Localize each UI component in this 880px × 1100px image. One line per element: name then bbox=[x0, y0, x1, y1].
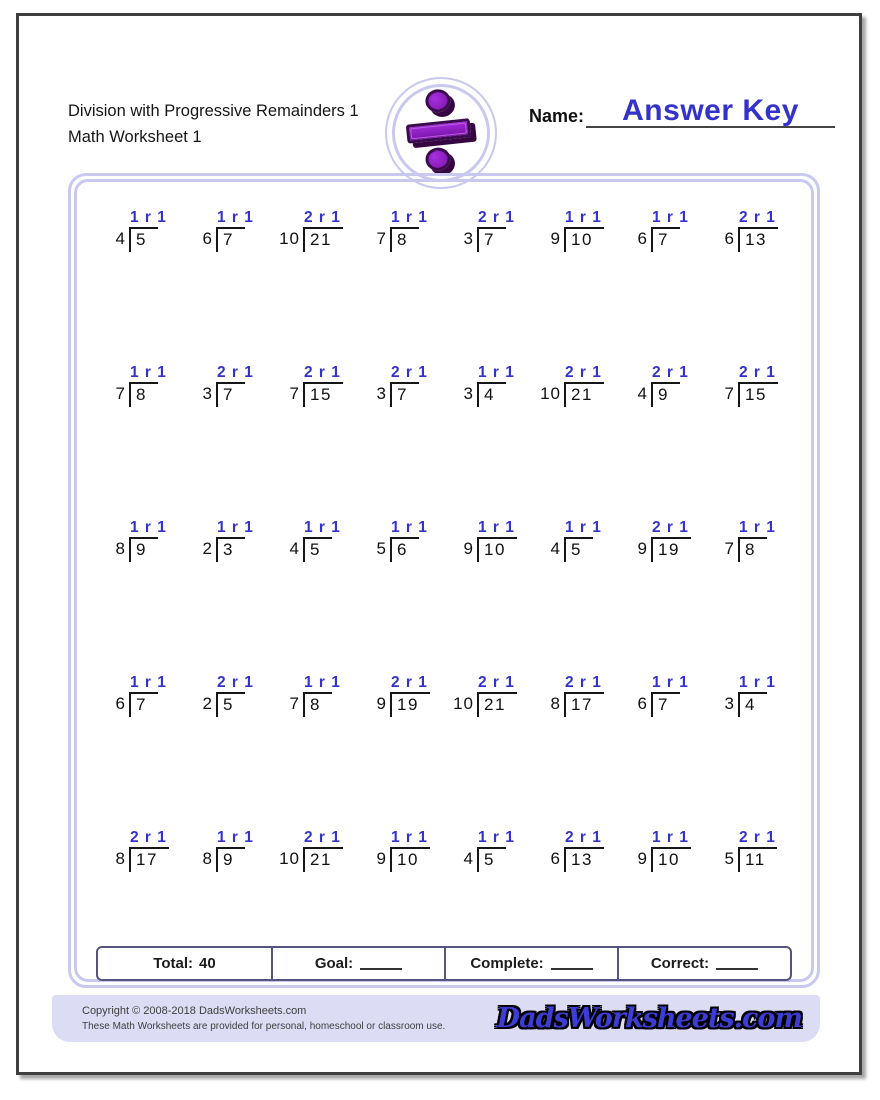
problem-dividend: 10 bbox=[477, 537, 517, 562]
answer-cell bbox=[564, 360, 604, 382]
problem-dividend: 5 bbox=[129, 227, 158, 252]
problem-answer: 2 r 1 bbox=[565, 829, 601, 846]
division-problem bbox=[712, 515, 775, 657]
problem-row bbox=[77, 812, 811, 967]
problem-answer: 2 r 1 bbox=[478, 674, 514, 691]
copyright-block bbox=[82, 1004, 445, 1034]
answer-cell bbox=[303, 360, 343, 382]
problem-divisor: 7 bbox=[289, 384, 300, 403]
problem-dividend: 21 bbox=[564, 382, 604, 407]
problem-answer: 1 r 1 bbox=[130, 364, 166, 381]
problem-answer: 1 r 1 bbox=[652, 209, 688, 226]
problem-dividend: 15 bbox=[738, 382, 778, 407]
problem-dividend: 7 bbox=[390, 382, 419, 407]
division-problem bbox=[625, 205, 688, 347]
problem-dividend: 3 bbox=[216, 537, 245, 562]
answer-cell bbox=[216, 825, 253, 847]
problem-divisor: 6 bbox=[637, 229, 648, 248]
problem-divisor: 3 bbox=[463, 229, 474, 248]
worksheet-page bbox=[16, 13, 862, 1075]
problem-dividend: 7 bbox=[651, 227, 680, 252]
problem-divisor: 7 bbox=[724, 539, 735, 558]
problem-answer: 2 r 1 bbox=[565, 674, 601, 691]
problem-answer: 1 r 1 bbox=[391, 519, 427, 536]
problem-answer: 2 r 1 bbox=[739, 364, 775, 381]
problem-answer: 1 r 1 bbox=[130, 209, 166, 226]
problem-dividend: 6 bbox=[390, 537, 419, 562]
problem-answer: 1 r 1 bbox=[217, 519, 253, 536]
problem-divisor: 6 bbox=[550, 849, 561, 868]
answer-cell bbox=[216, 360, 253, 382]
problem-dividend: 19 bbox=[390, 692, 430, 717]
division-dot-bottom bbox=[424, 146, 451, 171]
division-problem bbox=[712, 205, 778, 347]
division-problem bbox=[364, 515, 427, 657]
answer-cell bbox=[390, 515, 427, 537]
problem-answer: 2 r 1 bbox=[391, 674, 427, 691]
problem-divisor: 4 bbox=[289, 539, 300, 558]
problem-dividend: 7 bbox=[651, 692, 680, 717]
problem-answer: 1 r 1 bbox=[739, 519, 775, 536]
problem-divisor: 9 bbox=[550, 229, 561, 248]
problem-divisor: 4 bbox=[550, 539, 561, 558]
problem-dividend: 7 bbox=[129, 692, 158, 717]
problem-dividend: 5 bbox=[477, 847, 506, 872]
problem-answer: 1 r 1 bbox=[130, 674, 166, 691]
answer-cell bbox=[129, 670, 166, 692]
answer-cell bbox=[390, 670, 430, 692]
worksheet-subtitle: Math Worksheet 1 bbox=[68, 128, 202, 146]
problem-dividend: 13 bbox=[738, 227, 778, 252]
problem-dividend: 5 bbox=[216, 692, 245, 717]
stat-cell bbox=[617, 948, 790, 979]
problem-answer: 2 r 1 bbox=[652, 519, 688, 536]
problem-answer: 2 r 1 bbox=[304, 209, 340, 226]
answer-cell bbox=[477, 670, 517, 692]
problem-answer: 1 r 1 bbox=[478, 519, 514, 536]
division-dot-top bbox=[424, 88, 451, 113]
stat-cell bbox=[444, 948, 617, 979]
answer-cell bbox=[477, 360, 514, 382]
answer-cell bbox=[129, 205, 166, 227]
problem-dividend: 21 bbox=[303, 847, 343, 872]
problem-divisor: 9 bbox=[376, 694, 387, 713]
problem-dividend: 9 bbox=[651, 382, 680, 407]
stat-cell bbox=[98, 948, 271, 979]
problem-answer: 2 r 1 bbox=[739, 829, 775, 846]
problem-dividend: 15 bbox=[303, 382, 343, 407]
problems-frame-inner bbox=[74, 179, 814, 982]
division-problem bbox=[538, 670, 604, 812]
problem-answer: 2 r 1 bbox=[565, 364, 601, 381]
problem-divisor: 9 bbox=[637, 849, 648, 868]
problem-dividend: 7 bbox=[477, 227, 506, 252]
problem-answer: 2 r 1 bbox=[652, 364, 688, 381]
division-problem bbox=[712, 360, 778, 502]
problem-answer: 1 r 1 bbox=[478, 364, 514, 381]
answer-cell bbox=[651, 515, 691, 537]
problem-divisor: 7 bbox=[724, 384, 735, 403]
problem-divisor: 6 bbox=[115, 694, 126, 713]
division-problem bbox=[103, 205, 166, 347]
answer-cell bbox=[564, 205, 604, 227]
answer-cell bbox=[651, 670, 688, 692]
answer-cell bbox=[564, 825, 604, 847]
problem-divisor: 7 bbox=[115, 384, 126, 403]
division-problem bbox=[103, 360, 166, 502]
answer-cell bbox=[303, 205, 343, 227]
answer-cell bbox=[477, 515, 517, 537]
problem-dividend: 4 bbox=[738, 692, 767, 717]
problem-answer: 2 r 1 bbox=[130, 829, 166, 846]
problem-dividend: 4 bbox=[477, 382, 506, 407]
answer-cell bbox=[303, 825, 343, 847]
problem-dividend: 11 bbox=[738, 847, 777, 872]
problem-divisor: 7 bbox=[289, 694, 300, 713]
division-problem bbox=[625, 515, 691, 657]
division-problem bbox=[277, 360, 343, 502]
problem-divisor: 3 bbox=[376, 384, 387, 403]
division-problem bbox=[451, 515, 517, 657]
division-problem bbox=[451, 205, 514, 347]
problem-divisor: 5 bbox=[376, 539, 387, 558]
stat-label: Complete: bbox=[470, 955, 544, 972]
problem-dividend: 8 bbox=[303, 692, 332, 717]
problem-answer: 2 r 1 bbox=[739, 209, 775, 226]
stat-label: Correct: bbox=[650, 955, 710, 972]
problem-dividend: 7 bbox=[216, 382, 245, 407]
name-field[interactable] bbox=[586, 94, 835, 128]
division-problem bbox=[364, 360, 427, 502]
problem-divisor: 6 bbox=[724, 229, 735, 248]
problem-divisor: 10 bbox=[540, 384, 561, 403]
problem-divisor: 2 bbox=[202, 694, 213, 713]
answer-cell bbox=[303, 670, 340, 692]
problem-divisor: 10 bbox=[279, 849, 300, 868]
problem-divisor: 6 bbox=[202, 229, 213, 248]
problem-divisor: 4 bbox=[637, 384, 648, 403]
problems-grid bbox=[77, 182, 811, 967]
answer-cell bbox=[738, 205, 778, 227]
stat-blank-line[interactable] bbox=[360, 957, 402, 970]
division-bar bbox=[406, 118, 472, 144]
problem-divisor: 4 bbox=[115, 229, 126, 248]
problem-answer: 2 r 1 bbox=[478, 209, 514, 226]
dadsworksheets-logo: DadsWorksheets.com bbox=[496, 1003, 802, 1034]
problem-answer: 1 r 1 bbox=[652, 829, 688, 846]
problem-dividend: 17 bbox=[564, 692, 604, 717]
problem-dividend: 8 bbox=[738, 537, 767, 562]
problem-dividend: 17 bbox=[129, 847, 169, 872]
problem-dividend: 19 bbox=[651, 537, 691, 562]
division-problem bbox=[190, 205, 253, 347]
problem-dividend: 13 bbox=[564, 847, 604, 872]
problem-answer: 1 r 1 bbox=[391, 829, 427, 846]
problem-divisor: 2 bbox=[202, 539, 213, 558]
division-problem bbox=[190, 515, 253, 657]
problem-answer: 1 r 1 bbox=[652, 674, 688, 691]
division-problem bbox=[712, 670, 775, 812]
copyright-line2: These Math Worksheets are provided for personal, homeschool or classroom use. bbox=[82, 1020, 446, 1032]
problem-divisor: 6 bbox=[637, 694, 648, 713]
division-problem bbox=[103, 515, 166, 657]
problem-row bbox=[77, 192, 811, 347]
division-problem bbox=[538, 360, 604, 502]
stat-label: Total: bbox=[153, 955, 194, 972]
problem-answer: 1 r 1 bbox=[565, 209, 601, 226]
problem-answer: 1 r 1 bbox=[304, 519, 340, 536]
problem-answer: 1 r 1 bbox=[565, 519, 601, 536]
problem-answer: 2 r 1 bbox=[304, 364, 340, 381]
problem-divisor: 8 bbox=[115, 849, 126, 868]
stat-blank-line[interactable] bbox=[551, 957, 593, 970]
division-problem bbox=[625, 670, 688, 812]
problem-divisor: 3 bbox=[202, 384, 213, 403]
answer-cell bbox=[477, 825, 514, 847]
division-problem bbox=[451, 670, 517, 812]
answer-cell bbox=[738, 360, 778, 382]
stat-value: 40 bbox=[199, 955, 216, 972]
problem-dividend: 7 bbox=[216, 227, 245, 252]
answer-cell bbox=[390, 205, 427, 227]
answer-cell bbox=[303, 515, 340, 537]
division-problem bbox=[277, 670, 340, 812]
answer-key-text: Answer Key bbox=[622, 94, 799, 127]
stat-cell bbox=[271, 948, 444, 979]
problem-dividend: 10 bbox=[564, 227, 604, 252]
division-problem bbox=[538, 205, 604, 347]
footer-strip bbox=[52, 995, 820, 1042]
answer-cell bbox=[651, 205, 688, 227]
copyright-line1: Copyright © 2008-2018 DadsWorksheets.com bbox=[82, 1004, 307, 1017]
problem-answer: 1 r 1 bbox=[739, 674, 775, 691]
problem-answer: 1 r 1 bbox=[304, 674, 340, 691]
problem-answer: 2 r 1 bbox=[304, 829, 340, 846]
name-row bbox=[529, 94, 835, 128]
answer-cell bbox=[216, 205, 253, 227]
division-problem bbox=[364, 670, 430, 812]
division-problem bbox=[277, 515, 340, 657]
answer-cell bbox=[477, 205, 514, 227]
problem-row bbox=[77, 502, 811, 657]
division-problem bbox=[451, 360, 514, 502]
answer-cell bbox=[390, 360, 427, 382]
stats-bar bbox=[96, 946, 792, 981]
problem-dividend: 5 bbox=[303, 537, 332, 562]
problem-dividend: 21 bbox=[477, 692, 517, 717]
problem-divisor: 8 bbox=[202, 849, 213, 868]
problem-dividend: 5 bbox=[564, 537, 593, 562]
problem-dividend: 9 bbox=[129, 537, 158, 562]
problem-answer: 1 r 1 bbox=[217, 829, 253, 846]
division-glyph bbox=[400, 86, 478, 177]
worksheet-title-block bbox=[68, 98, 359, 150]
answer-cell bbox=[651, 825, 691, 847]
stat-blank-line[interactable] bbox=[716, 957, 758, 970]
problem-divisor: 3 bbox=[463, 384, 474, 403]
problem-answer: 1 r 1 bbox=[391, 209, 427, 226]
problem-divisor: 3 bbox=[724, 694, 735, 713]
problem-answer: 2 r 1 bbox=[217, 364, 253, 381]
problem-row bbox=[77, 347, 811, 502]
division-problem bbox=[625, 360, 688, 502]
answer-cell bbox=[738, 670, 775, 692]
division-problem bbox=[364, 205, 427, 347]
problem-dividend: 10 bbox=[651, 847, 691, 872]
answer-cell bbox=[564, 515, 601, 537]
problem-divisor: 10 bbox=[279, 229, 300, 248]
answer-cell bbox=[216, 670, 253, 692]
answer-cell bbox=[129, 825, 169, 847]
answer-cell bbox=[564, 670, 604, 692]
name-label: Name: bbox=[529, 106, 585, 126]
answer-cell bbox=[390, 825, 430, 847]
problem-answer: 2 r 1 bbox=[217, 674, 253, 691]
division-problem bbox=[103, 670, 166, 812]
problem-divisor: 5 bbox=[724, 849, 735, 868]
problem-divisor: 4 bbox=[463, 849, 474, 868]
answer-cell bbox=[738, 515, 775, 537]
problem-dividend: 8 bbox=[129, 382, 158, 407]
answer-cell bbox=[129, 515, 166, 537]
problem-answer: 2 r 1 bbox=[391, 364, 427, 381]
problem-dividend: 21 bbox=[303, 227, 343, 252]
problem-divisor: 10 bbox=[453, 694, 474, 713]
division-problem bbox=[277, 205, 343, 347]
problem-divisor: 8 bbox=[115, 539, 126, 558]
worksheet-title: Division with Progressive Remainders 1 bbox=[68, 102, 359, 120]
division-problem bbox=[538, 515, 601, 657]
problem-answer: 1 r 1 bbox=[478, 829, 514, 846]
problem-divisor: 9 bbox=[376, 849, 387, 868]
stat-label: Goal: bbox=[314, 955, 354, 972]
problem-divisor: 8 bbox=[550, 694, 561, 713]
problem-answer: 1 r 1 bbox=[130, 519, 166, 536]
answer-cell bbox=[651, 360, 688, 382]
problem-divisor: 9 bbox=[637, 539, 648, 558]
problem-answer: 1 r 1 bbox=[217, 209, 253, 226]
problem-dividend: 10 bbox=[390, 847, 430, 872]
problem-row bbox=[77, 657, 811, 812]
problem-divisor: 9 bbox=[463, 539, 474, 558]
answer-cell bbox=[216, 515, 253, 537]
problem-divisor: 7 bbox=[376, 229, 387, 248]
answer-cell bbox=[129, 360, 166, 382]
problem-dividend: 9 bbox=[216, 847, 245, 872]
division-problem bbox=[190, 360, 253, 502]
answer-cell bbox=[738, 825, 777, 847]
problem-dividend: 8 bbox=[390, 227, 419, 252]
problems-frame bbox=[68, 173, 820, 988]
division-problem bbox=[190, 670, 253, 812]
